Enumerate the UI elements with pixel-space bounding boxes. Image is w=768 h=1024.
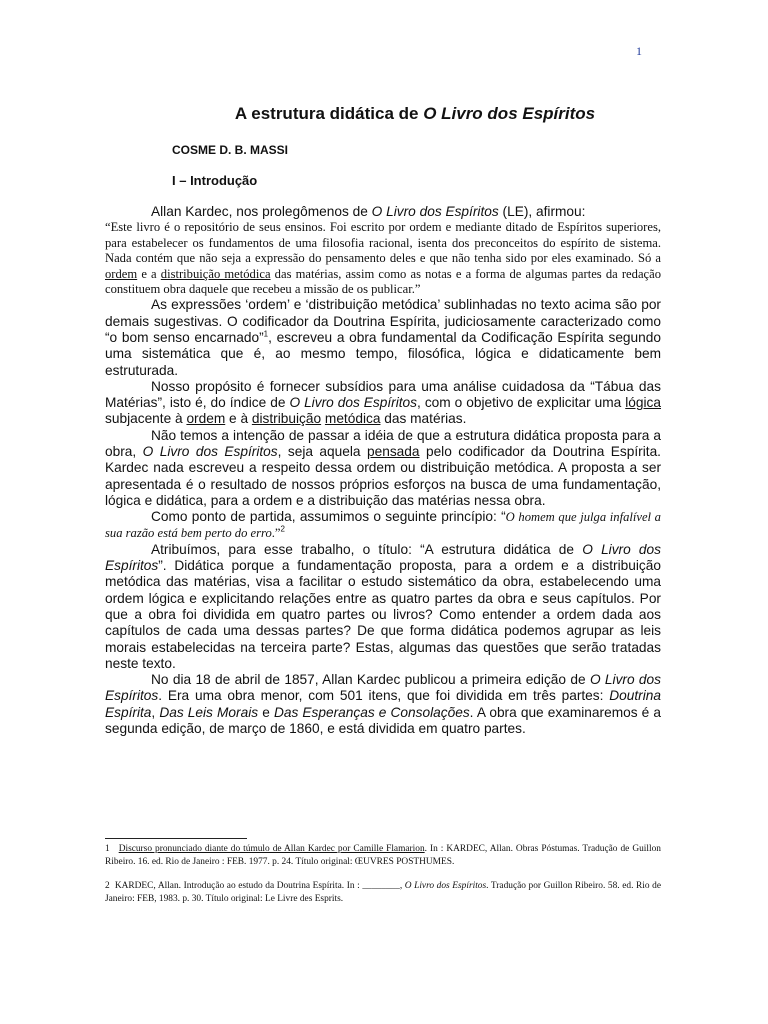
paragraph-1-quote <box>105 220 661 297</box>
footnote-text: KARDEC, Allan. Introdução ao estudo da Doutrina Espírita. In : ________, <box>112 881 405 891</box>
paragraph-5 <box>105 509 661 542</box>
text: . A obra que examinaremos é a segunda edição, de março de 1860, e está dividida em quatro partes. <box>105 704 662 737</box>
text: , escreveu a obra fundamental da Codificação Espírita segundo uma sistemática que é, ao mesmo tempo, filosófica, lógica e didaticamente bem estruturada. <box>105 329 661 378</box>
text: , com o objetivo de explicitar uma <box>417 395 626 411</box>
text: , seja aquela <box>277 444 367 459</box>
book-title: O Livro dos Espíritos <box>289 395 418 411</box>
book-title: O Livro dos Espíritos <box>404 881 487 891</box>
text: e à <box>225 411 252 427</box>
page-number: 1 <box>636 44 642 58</box>
text: As expressões ‘ordem’ e ‘distribuição metódica’ sublinhadas no texto acima são por demais sugestivas. O codificador da Doutrina Espírita, judiciosamente caracterizado como “o bom senso encarnado” <box>105 297 661 345</box>
text: Nosso propósito é fornecer subsídios para uma análise cuidadosa da “Tábua das Matérias”, isto é, do índice de <box>105 378 661 411</box>
text: pelo codificador da Doutrina Espírita. Kardec nada escreveu a respeito dessa ordem ou distribuição metódica. A proposta a ser apresentada é o resultado de nossos próprios esforços na busca de uma fundamentação, lógica e didática, para a ordem e a distribuição das matérias nessa obra. <box>105 444 661 508</box>
text: das matérias. <box>380 411 467 427</box>
underlined-word: ordem <box>186 411 226 427</box>
paragraph-1-intro <box>105 204 661 220</box>
footnote-2 <box>105 880 661 906</box>
footnote-number: 2 <box>105 881 110 891</box>
quote-text: das matérias, assim como as notas e a forma de algumas partes da redação constituem obra daquele que recebeu a missão de os publicar.” <box>105 266 662 296</box>
part-title: Das Esperanças e Consolações <box>273 704 470 720</box>
book-title: O Livro dos Espíritos <box>142 444 278 459</box>
underlined-word: ordem <box>105 266 138 281</box>
footnote-underlined-text: Discurso pronunciado diante do túmulo de Allan Kardec por Camille Flamarion <box>118 844 425 854</box>
book-title: O Livro dos Espíritos <box>105 541 661 574</box>
paragraph-6 <box>105 542 661 672</box>
text: .” <box>271 526 281 541</box>
title-prefix: A estrutura didática de <box>234 104 424 123</box>
underlined-word: lógica <box>625 395 661 411</box>
footnote-text: . Tradução por Guillon Ribeiro. 58. ed. Rio de Janeiro: FEB, 1983. p. 30. Título original: Le Livre des Esprits. <box>105 881 661 904</box>
underlined-word: distribuição <box>251 411 322 427</box>
document-body <box>105 204 661 737</box>
text: . Era uma obra menor, com 501 itens, que foi dividida em três partes: <box>158 688 610 704</box>
document-title <box>0 104 768 124</box>
text: ”. Didática porque a fundamentação proposta, para a ordem e a distribuição metódica das matérias, visa a facilitar o estudo sistemático da obra, estabelecendo uma ordem lógica e explicitando relações entre as quatro partes da obra e seus capítulos. Por que a obra foi dividida em quatro partes ou livros? Como entender a ordem dada aos capítulos de cada uma dessas partes? De que forma didática podemos agrupar as leis morais estabelecidas na terceira parte? Estas, algumas das questões que serão tratadas neste texto. <box>105 558 661 671</box>
footnote-number: 1 <box>105 844 110 854</box>
text: Como ponto de partida, assumimos o seguinte princípio: “ <box>151 509 506 525</box>
footnote-separator <box>105 838 247 839</box>
part-title: Das Leis Morais <box>159 704 259 720</box>
underlined-word: pensada <box>366 444 420 459</box>
paragraph-3 <box>105 379 661 428</box>
underlined-word: metódica <box>324 411 381 427</box>
footnote-text: . In : KARDEC, Allan. Obras Póstumas. Tradução de Guillon Ribeiro. 16. ed. Rio de Janeiro : FEB. 1977. p. 24. Título original: ŒUVRES POSTHUMES. <box>105 844 661 867</box>
text: Atribuímos, para esse trabalho, o título: “A estrutura didática de <box>151 541 583 557</box>
text: (LE), afirmou: <box>498 204 586 219</box>
paragraph-4 <box>105 428 661 509</box>
footnote-ref: 2 <box>280 524 285 534</box>
text: , <box>151 704 160 720</box>
paragraph-2 <box>105 297 661 378</box>
text: No dia 18 de abril de 1857, Allan Kardec publicou a primeira edição de <box>151 672 590 688</box>
quote-text: “Este livro é o repositório de seus ensinos. Foi escrito por ordem e mediante ditado de Espíritos superiores, para estabelecer os fundamentos de uma filosofia racional, isenta dos preconceitos do espírito de sistema. Nada contém que não seja a expressão do pensamento deles e que não tenha sido por eles examinado. Só a <box>105 220 661 266</box>
book-title: O Livro dos Espíritos <box>371 204 499 219</box>
text: subjacente à <box>105 411 187 427</box>
text: Não temos a intenção de passar a idéia de que a estrutura didática proposta para a obra, <box>105 427 661 459</box>
underlined-word: distribuição metódica <box>160 266 271 281</box>
book-title: O Livro dos Espíritos <box>105 672 661 704</box>
quoted-principle: O homem que julga infalível a sua razão está bem perto do erro <box>105 510 661 541</box>
quote-text: e a <box>137 266 161 281</box>
paragraph-7 <box>105 672 661 737</box>
footnote-1 <box>105 843 661 869</box>
title-italic: O Livro dos Espíritos <box>423 104 596 123</box>
author-name: COSME D. B. MASSI <box>172 143 289 157</box>
part-title: Doutrina Espírita <box>105 688 661 720</box>
text: Allan Kardec, nos prolegômenos de <box>151 204 372 219</box>
text: e <box>258 704 274 720</box>
footnote-ref: 1 <box>263 329 269 339</box>
section-heading: I – Introdução <box>172 173 258 188</box>
